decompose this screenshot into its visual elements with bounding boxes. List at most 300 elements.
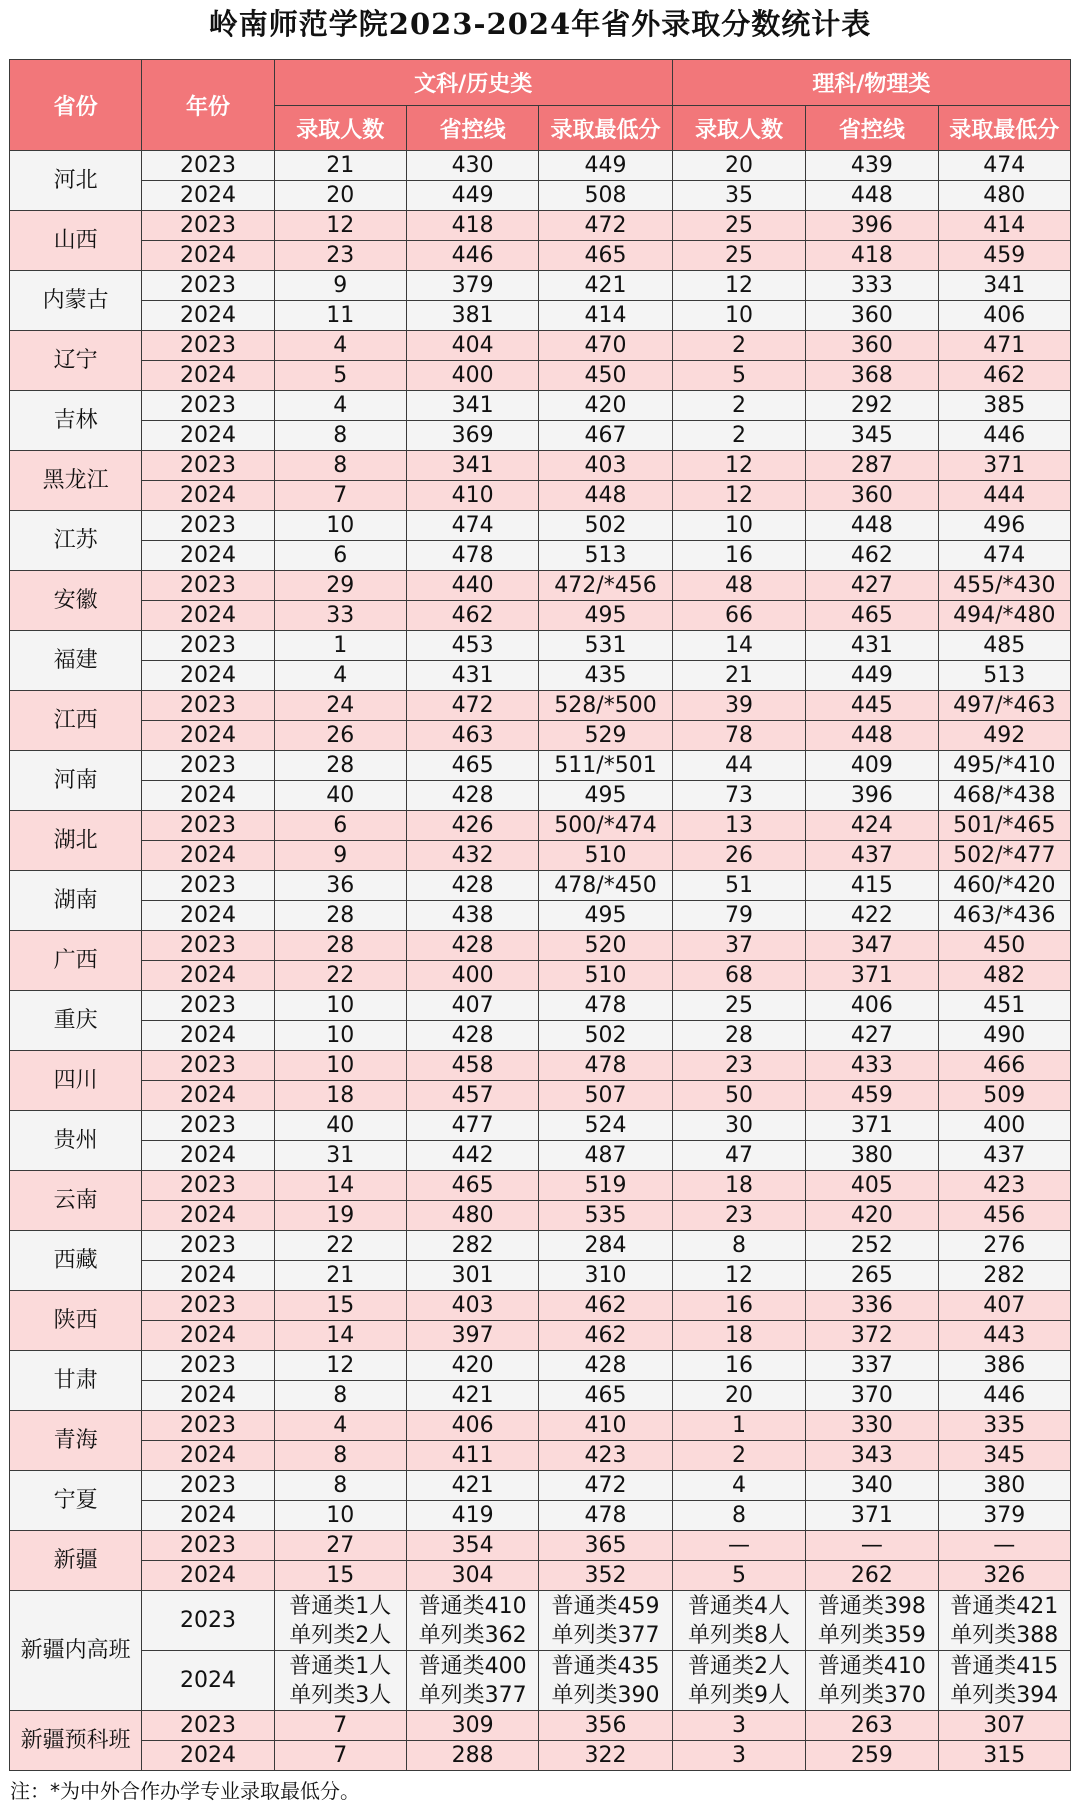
value-cell: 21 [274, 151, 406, 181]
value-cell: 333 [806, 271, 938, 301]
table-header [10, 60, 1071, 151]
value-cell: 462 [539, 1291, 673, 1321]
value-line: 普通类421 [950, 1593, 1059, 1619]
value-cell [274, 1651, 406, 1711]
province-cell: 青海 [10, 1411, 142, 1471]
year-cell: 2024 [142, 721, 274, 751]
value-cell: 428 [406, 871, 538, 901]
table-row [10, 1201, 1071, 1231]
value-cell: 5 [672, 361, 805, 391]
province-cell: 宁夏 [10, 1471, 142, 1531]
value-cell: 5 [274, 361, 406, 391]
value-cell: 288 [406, 1741, 538, 1771]
table-row [10, 1411, 1071, 1441]
year-cell: 2023 [142, 1231, 274, 1261]
value-cell: 379 [406, 271, 538, 301]
table-row [10, 481, 1071, 511]
value-cell: 421 [406, 1381, 538, 1411]
province-cell: 甘肃 [10, 1351, 142, 1411]
year-cell: 2024 [142, 1501, 274, 1531]
value-cell: 8 [274, 1441, 406, 1471]
value-cell: 2 [672, 1441, 805, 1471]
value-cell: 9 [274, 841, 406, 871]
value-cell: 14 [672, 631, 805, 661]
year-cell: 2024 [142, 361, 274, 391]
value-cell: 3 [672, 1741, 805, 1771]
value-cell: 354 [406, 1531, 538, 1561]
value-cell: 472 [406, 691, 538, 721]
value-cell: 513 [539, 541, 673, 571]
value-cell: — [672, 1531, 805, 1561]
value-cell: 292 [806, 391, 938, 421]
value-cell: 44 [672, 751, 805, 781]
table-row [10, 151, 1071, 181]
value-cell: 276 [938, 1231, 1070, 1261]
value-cell: 12 [672, 481, 805, 511]
value-cell [539, 1651, 673, 1711]
table-row [10, 781, 1071, 811]
year-cell: 2023 [142, 1471, 274, 1501]
value-cell: 472 [539, 1471, 673, 1501]
page-title: 岭南师范学院2023-2024年省外录取分数统计表 [208, 7, 872, 41]
value-cell: 10 [274, 511, 406, 541]
value-cell: 309 [406, 1711, 538, 1741]
value-cell: 12 [672, 271, 805, 301]
value-cell: 352 [539, 1561, 673, 1591]
value-cell: 4 [274, 391, 406, 421]
value-cell: 424 [806, 811, 938, 841]
value-line: 普通类4人 [688, 1593, 790, 1619]
value-cell: 4 [274, 331, 406, 361]
value-line: 单列类359 [817, 1622, 926, 1648]
value-cell: 51 [672, 871, 805, 901]
value-cell: 528/*500 [539, 691, 673, 721]
value-cell: 428 [539, 1351, 673, 1381]
year-cell: 2023 [142, 631, 274, 661]
value-cell: 535 [539, 1201, 673, 1231]
header-province: 省份 [10, 60, 142, 151]
value-cell: 9 [274, 271, 406, 301]
value-cell: 8 [274, 451, 406, 481]
value-cell: 501/*465 [938, 811, 1070, 841]
value-cell: 405 [806, 1171, 938, 1201]
value-cell: 8 [672, 1501, 805, 1531]
value-cell: 465 [539, 241, 673, 271]
value-line: 单列类377 [418, 1682, 527, 1708]
year-cell: 2024 [142, 241, 274, 271]
value-cell: 360 [806, 331, 938, 361]
table-row [10, 721, 1071, 751]
value-cell: 400 [406, 361, 538, 391]
value-cell [539, 1591, 673, 1651]
value-cell: 410 [539, 1411, 673, 1441]
value-cell: 520 [539, 931, 673, 961]
value-cell: 335 [938, 1411, 1070, 1441]
value-cell: 492 [938, 721, 1070, 751]
value-cell: 326 [938, 1561, 1070, 1591]
province-cell: 湖北 [10, 811, 142, 871]
value-cell: 422 [806, 901, 938, 931]
value-cell: 474 [938, 151, 1070, 181]
value-cell: 11 [274, 301, 406, 331]
value-cell: 439 [806, 151, 938, 181]
header-group-liberal-arts: 文科/历史类 [274, 60, 672, 106]
year-cell: 2024 [142, 901, 274, 931]
value-cell: 16 [672, 1351, 805, 1381]
value-cell: 446 [406, 241, 538, 271]
year-cell: 2023 [142, 1351, 274, 1381]
value-cell: 448 [539, 481, 673, 511]
value-cell: 414 [938, 211, 1070, 241]
table-row [10, 1381, 1071, 1411]
value-cell: 20 [672, 1381, 805, 1411]
province-cell: 河南 [10, 751, 142, 811]
value-cell: 510 [539, 841, 673, 871]
value-cell: 442 [406, 1141, 538, 1171]
value-cell: 502/*477 [938, 841, 1070, 871]
table-row [10, 631, 1071, 661]
province-cell: 广西 [10, 931, 142, 991]
value-cell: 23 [274, 241, 406, 271]
value-cell: 474 [406, 511, 538, 541]
year-cell: 2023 [142, 871, 274, 901]
value-cell: 16 [672, 1291, 805, 1321]
year-cell: 2023 [142, 1171, 274, 1201]
admission-score-table [9, 59, 1071, 1771]
value-cell: 449 [806, 661, 938, 691]
value-cell: — [938, 1531, 1070, 1561]
value-cell: 259 [806, 1741, 938, 1771]
value-cell: 437 [806, 841, 938, 871]
year-cell: 2024 [142, 1201, 274, 1231]
value-cell: 315 [938, 1741, 1070, 1771]
value-cell: 449 [539, 151, 673, 181]
value-cell: 466 [938, 1051, 1070, 1081]
value-cell: 7 [274, 1741, 406, 1771]
value-cell: 10 [274, 1021, 406, 1051]
value-cell: 18 [672, 1171, 805, 1201]
value-cell: 15 [274, 1291, 406, 1321]
table-row [10, 361, 1071, 391]
value-cell: 458 [406, 1051, 538, 1081]
value-cell: 456 [938, 1201, 1070, 1231]
value-cell: 337 [806, 1351, 938, 1381]
year-cell: 2023 [142, 271, 274, 301]
value-cell: 406 [938, 301, 1070, 331]
value-cell [406, 1651, 538, 1711]
province-cell: 新疆内高班 [10, 1591, 142, 1711]
value-cell: 410 [406, 481, 538, 511]
value-cell: 480 [938, 181, 1070, 211]
value-cell: 24 [274, 691, 406, 721]
value-cell: 459 [938, 241, 1070, 271]
value-cell: 403 [406, 1291, 538, 1321]
table-row [10, 241, 1071, 271]
header-control-line: 省控线 [806, 106, 938, 151]
year-cell: 2023 [142, 1111, 274, 1141]
header-admitted-count: 录取人数 [274, 106, 406, 151]
value-cell [274, 1591, 406, 1651]
value-cell: 509 [938, 1081, 1070, 1111]
year-cell: 2024 [142, 841, 274, 871]
value-cell [406, 1591, 538, 1651]
value-cell [672, 1591, 805, 1651]
value-line: 单列类2人 [289, 1622, 392, 1648]
value-cell: 252 [806, 1231, 938, 1261]
year-cell: 2024 [142, 1381, 274, 1411]
value-cell: 265 [806, 1261, 938, 1291]
value-cell: 47 [672, 1141, 805, 1171]
table-row [10, 1261, 1071, 1291]
year-cell: 2024 [142, 1561, 274, 1591]
value-cell: 480 [406, 1201, 538, 1231]
value-cell: 427 [806, 1021, 938, 1051]
value-cell: 380 [806, 1141, 938, 1171]
value-line: 单列类377 [551, 1622, 660, 1648]
value-cell: 502 [539, 1021, 673, 1051]
value-cell: 468/*438 [938, 781, 1070, 811]
value-cell: 531 [539, 631, 673, 661]
table-row [10, 931, 1071, 961]
value-cell: 478 [406, 541, 538, 571]
value-cell: 490 [938, 1021, 1070, 1051]
table-row [10, 841, 1071, 871]
value-cell: 39 [672, 691, 805, 721]
value-cell: 446 [938, 1381, 1070, 1411]
value-cell: 418 [806, 241, 938, 271]
value-cell: 8 [672, 1231, 805, 1261]
value-cell: 23 [672, 1201, 805, 1231]
value-cell: 6 [274, 541, 406, 571]
value-cell: 27 [274, 1531, 406, 1561]
value-cell: 10 [274, 1051, 406, 1081]
value-cell: 16 [672, 541, 805, 571]
value-cell: 330 [806, 1411, 938, 1441]
year-cell: 2024 [142, 481, 274, 511]
province-cell: 吉林 [10, 391, 142, 451]
value-cell: 7 [274, 1711, 406, 1741]
value-cell: 478 [539, 991, 673, 1021]
value-cell: 420 [539, 391, 673, 421]
value-cell: 10 [274, 1501, 406, 1531]
table-row [10, 1081, 1071, 1111]
value-cell: 524 [539, 1111, 673, 1141]
value-cell: 386 [938, 1351, 1070, 1381]
table-row [10, 1321, 1071, 1351]
table-row [10, 961, 1071, 991]
value-cell: 428 [406, 1021, 538, 1051]
value-cell: 36 [274, 871, 406, 901]
value-cell: 23 [672, 1051, 805, 1081]
year-cell: 2023 [142, 571, 274, 601]
value-cell: 465 [406, 751, 538, 781]
value-cell: 301 [406, 1261, 538, 1291]
value-cell: 10 [672, 511, 805, 541]
value-cell: 18 [274, 1081, 406, 1111]
value-cell: 22 [274, 961, 406, 991]
value-cell: 460/*420 [938, 871, 1070, 901]
value-cell: 450 [938, 931, 1070, 961]
value-cell: 495 [539, 601, 673, 631]
table-row [10, 451, 1071, 481]
value-cell: 381 [406, 301, 538, 331]
value-line: 普通类459 [551, 1593, 660, 1619]
value-cell: 341 [406, 451, 538, 481]
value-cell: 478 [539, 1501, 673, 1531]
value-cell: 502 [539, 511, 673, 541]
year-cell: 2023 [142, 991, 274, 1021]
value-cell: 421 [406, 1471, 538, 1501]
footnote: 注：*为中外合作办学专业录取最低分。 [10, 1779, 360, 1803]
table-row [10, 1021, 1071, 1051]
table-row [10, 1111, 1071, 1141]
value-cell: 1 [274, 631, 406, 661]
value-cell: 426 [406, 811, 538, 841]
value-cell: 513 [938, 661, 1070, 691]
value-cell: 435 [539, 661, 673, 691]
value-line: 单列类394 [950, 1682, 1059, 1708]
value-cell: 396 [806, 781, 938, 811]
table-row [10, 1471, 1071, 1501]
header-min-score: 录取最低分 [539, 106, 673, 151]
value-cell: 8 [274, 1381, 406, 1411]
value-line: 单列类390 [551, 1682, 660, 1708]
table-row [10, 991, 1071, 1021]
value-cell: 263 [806, 1711, 938, 1741]
year-cell: 2023 [142, 511, 274, 541]
value-cell: 340 [806, 1471, 938, 1501]
value-cell: 26 [672, 841, 805, 871]
year-cell: 2023 [142, 151, 274, 181]
value-line: 普通类2人 [688, 1653, 790, 1679]
value-cell: 465 [539, 1381, 673, 1411]
value-cell: 438 [406, 901, 538, 931]
value-cell: 397 [406, 1321, 538, 1351]
value-cell: 400 [406, 961, 538, 991]
year-cell: 2024 [142, 1141, 274, 1171]
year-cell: 2023 [142, 1591, 274, 1651]
value-cell: 418 [406, 211, 538, 241]
value-cell: 406 [806, 991, 938, 1021]
header-admitted-count: 录取人数 [672, 106, 805, 151]
year-cell: 2023 [142, 931, 274, 961]
year-cell: 2024 [142, 1261, 274, 1291]
value-cell: 478 [539, 1051, 673, 1081]
year-cell: 2023 [142, 1411, 274, 1441]
table-row [10, 181, 1071, 211]
value-cell: 12 [274, 211, 406, 241]
year-cell: 2024 [142, 421, 274, 451]
value-cell: 487 [539, 1141, 673, 1171]
value-cell: 262 [806, 1561, 938, 1591]
value-cell: 310 [539, 1261, 673, 1291]
value-cell: 37 [672, 931, 805, 961]
value-cell: 415 [806, 871, 938, 901]
value-cell: 462 [806, 541, 938, 571]
value-cell: 1 [672, 1411, 805, 1441]
table-row [10, 571, 1071, 601]
value-cell: 406 [406, 1411, 538, 1441]
value-cell: 21 [672, 661, 805, 691]
value-cell: 500/*474 [539, 811, 673, 841]
value-cell: 345 [806, 421, 938, 451]
value-line: 普通类415 [950, 1653, 1059, 1679]
value-cell: 13 [672, 811, 805, 841]
value-cell: 449 [406, 181, 538, 211]
value-cell: 421 [539, 271, 673, 301]
value-cell: 28 [672, 1021, 805, 1051]
header-year: 年份 [142, 60, 274, 151]
value-line: 单列类362 [418, 1622, 527, 1648]
header-control-line: 省控线 [406, 106, 538, 151]
table-row [10, 391, 1071, 421]
value-cell: 380 [938, 1471, 1070, 1501]
value-cell: 341 [406, 391, 538, 421]
table-row [10, 1231, 1071, 1261]
value-line: 单列类388 [950, 1622, 1059, 1648]
table-row [10, 751, 1071, 781]
table-row [10, 1501, 1071, 1531]
value-cell: 431 [406, 661, 538, 691]
value-line: 单列类3人 [289, 1682, 392, 1708]
year-cell: 2024 [142, 1081, 274, 1111]
value-cell: 66 [672, 601, 805, 631]
province-cell: 福建 [10, 631, 142, 691]
value-cell: 443 [938, 1321, 1070, 1351]
value-cell: 14 [274, 1321, 406, 1351]
value-cell: 343 [806, 1441, 938, 1471]
table-row [10, 1651, 1071, 1711]
value-cell: 482 [938, 961, 1070, 991]
value-line: 普通类410 [817, 1653, 926, 1679]
province-cell: 西藏 [10, 1231, 142, 1291]
table-row [10, 211, 1071, 241]
year-cell: 2023 [142, 211, 274, 241]
value-cell: 407 [938, 1291, 1070, 1321]
table-row [10, 1531, 1071, 1561]
province-cell: 辽宁 [10, 331, 142, 391]
table-row [10, 1351, 1071, 1381]
value-cell: 437 [938, 1141, 1070, 1171]
table-row [10, 1291, 1071, 1321]
value-cell: 18 [672, 1321, 805, 1351]
value-cell: 448 [806, 721, 938, 751]
value-cell: 508 [539, 181, 673, 211]
value-cell: 414 [539, 301, 673, 331]
table-row [10, 421, 1071, 451]
province-cell: 四川 [10, 1051, 142, 1111]
value-cell: 474 [938, 541, 1070, 571]
value-cell: 400 [938, 1111, 1070, 1141]
value-cell: 430 [406, 151, 538, 181]
value-cell: 407 [406, 991, 538, 1021]
table-row [10, 1711, 1071, 1741]
value-cell: 20 [672, 151, 805, 181]
value-cell: 33 [274, 601, 406, 631]
value-cell: 495/*410 [938, 751, 1070, 781]
value-cell: 472 [539, 211, 673, 241]
value-cell: 287 [806, 451, 938, 481]
value-cell: 371 [938, 451, 1070, 481]
value-cell: 341 [938, 271, 1070, 301]
province-cell: 贵州 [10, 1111, 142, 1171]
year-cell: 2024 [142, 181, 274, 211]
value-cell: 510 [539, 961, 673, 991]
year-cell: 2024 [142, 1021, 274, 1051]
value-cell: 372 [806, 1321, 938, 1351]
value-cell: 26 [274, 721, 406, 751]
value-cell [672, 1651, 805, 1711]
